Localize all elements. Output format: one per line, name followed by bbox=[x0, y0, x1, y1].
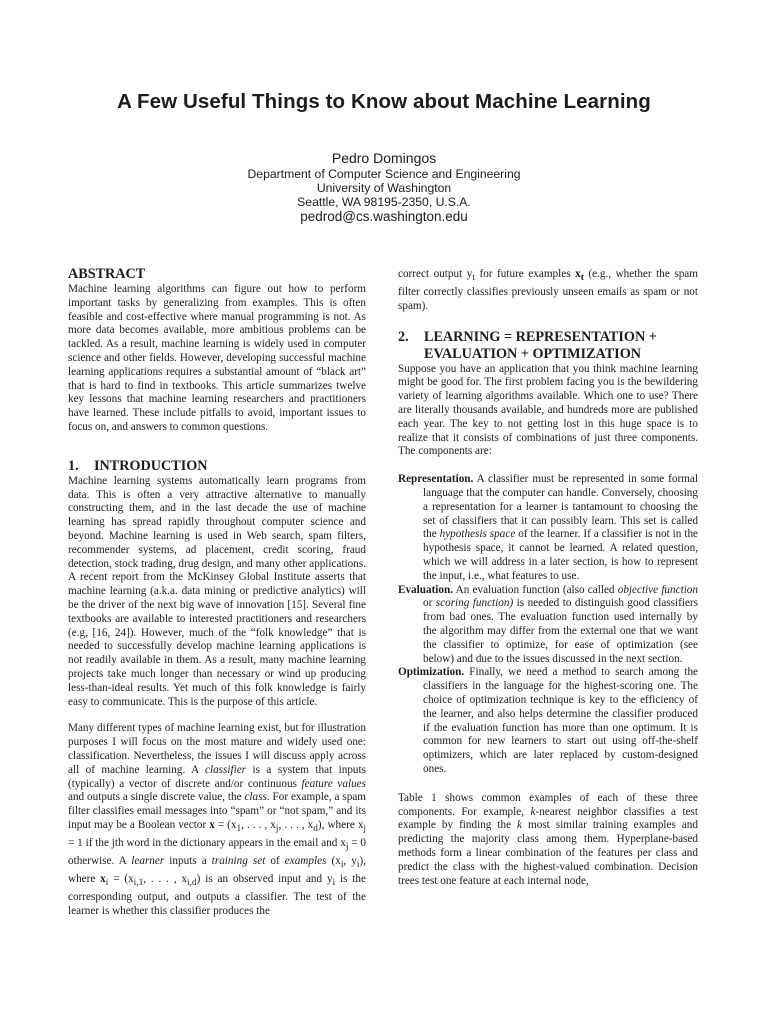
section-2-title-line-1: LEARNING = REPRESENTATION + bbox=[424, 328, 657, 345]
author-block bbox=[0, 150, 768, 225]
paper-title: A Few Useful Things to Know about Machine Learning bbox=[117, 90, 651, 113]
author-email: pedrod@cs.washington.edu bbox=[300, 209, 468, 224]
intro-paragraph-1: Machine learning systems automatically learn programs from data. This is often a very attractive alternative to manually constructing them, and in the last decade the use of machine learning has spread rapidly throughout computer science and beyond. Machine learning is used in Web search, spam filters, recommender systems, ad placement, credit scoring, fraud detection, stock trading, drug design, and many other applications. A recent report from the McKinsey Global Institute asserts that machine learning (a.k.a. data mining or predictive analytics) will be the driver of the next big wave of innovation [15]. Several fine textbooks are available to interested practitioners and researchers (e.g, [16, 24]). However, much of the “folk knowledge” that is needed to successfully develop machine learning applications is not readily available in them. As a result, many machine learning projects take much longer than necessary or wind up producing less-than-ideal results. Yet much of this folk knowledge is fairly easy to communicate. This is the purpose of this article. bbox=[68, 474, 366, 708]
section-2-heading bbox=[398, 329, 698, 363]
abstract-text: Machine learning algorithms can figure out how to perform important tasks by generalizing from examples. This is often feasible and cost-effective where manual programming is not. As more data becomes available, more ambitious problems can be tackled. As a result, machine learning is widely used in computer science and other fields. However, developing successful machine learning applications requires a substantial amount of “black art” that is hard to find in textbooks. This article summarizes twelve key lessons that machine learning researchers and practitioners have learned. These include pitfalls to avoid, important issues to focus on, and answers to common questions. bbox=[68, 283, 366, 433]
section-2-paragraph-1: Suppose you have an application that you think machine learning might be good for. The first problem facing you is the bewildering variety of learning algorithms available. Which one to use? There are literally thousands available, and hundreds more are published each year. The key to not getting lost in this huge space is to realize that it consists of combinations of just three components. The components are: bbox=[398, 362, 698, 458]
evaluation-item: Evaluation. An evaluation function (also called objective function or scoring function) is needed to distinguish good classifiers from bad ones. The evaluation function used internally by the algorithm may differ from the external one that we want the classifier to optimize, for ease of optimization (see below) and due to the issues discussed in the next section. bbox=[398, 583, 698, 665]
intro-heading bbox=[68, 458, 366, 475]
author-address: Seattle, WA 98195-2350, U.S.A. bbox=[297, 195, 471, 209]
author-department: Department of Computer Science and Engineering bbox=[247, 167, 521, 181]
right-paragraph-0: correct output $y_t$ for future examples $x_t$ (e.g., whether the spam filter correctly classifies previously unseen emails as spam or not spam). bbox=[398, 268, 698, 312]
author-university: University of Washington bbox=[316, 181, 452, 195]
evaluation-term: Evaluation. bbox=[398, 583, 454, 596]
representation-item: Representation. A classifier must be represented in some formal language that the computer can handle. Conversely, choosing a representation for a learner is tantamount to choosing the set of classifiers that it can possibly learn. This set is called the hypothesis space of the learner. If a classifier is not in the hypothesis space, it cannot be learned. A related question, which we will address in a later section, is how to represent the input, i.e., what features to use. bbox=[398, 473, 699, 582]
section-2-paragraph-2: Table 1 shows common examples of each of these three components. For example, k-nearest neighbor classifies a test example by finding the k most similar training examples and predicting the majority class among them. Hyperplane-based methods form a linear combination of the features per class and predict the class with the highest-valued combination. Decision trees test one feature at each internal node, bbox=[398, 791, 699, 887]
intro-title: INTRODUCTION bbox=[94, 457, 208, 474]
abstract-heading: ABSTRACT bbox=[68, 266, 146, 282]
left-column bbox=[68, 266, 366, 919]
author-name: Pedro Domingos bbox=[331, 150, 437, 166]
intro-number: 1. bbox=[68, 457, 79, 474]
representation-term: Representation. bbox=[398, 473, 474, 486]
optimization-item: Optimization. Finally, we need a method to search among the classifiers in the language for the highest-scoring one. The choice of optimization technique is key to the efficiency of the learner, and also helps determine the classifier produced if the evaluation function has more than one optimum. It is common for new learners to start out using off-the-shelf optimizers, which are later replaced by custom-designed ones. bbox=[398, 666, 698, 775]
optimization-term: Optimization. bbox=[398, 666, 465, 679]
intro-paragraph-2: Many different types of machine learning exist, but for illustration purposes I will focus on the most mature and widely used one: classification. Nevertheless, the issues I will discuss apply across all of machine learning. A classifier is a system that inputs (typically) a vector of discrete and/or continuous feature values and outputs a single discrete value, the class. For example, a spam filter classifies email messages into “spam” or “not spam,” and its input may be a Boolean vector $x = (x_1$, . . . , $x_j$, . . . , $x_d$), where $x_j = 1$ if the jth word in the dictionary appears in the email and $x_j = 0$ otherwise. A learner inputs a training set of examples ($x_i$, $y_i$), where $x_i = (x_{i,1}$, . . . , $x_{i,d}$) is an observed input and $y_i$ is the corresponding output, and outputs a classifier. The test of the learner is whether this classifier produces the bbox=[68, 722, 367, 917]
section-2-number: 2. bbox=[398, 328, 409, 345]
section-2-title-line-2: EVALUATION + OPTIMIZATION bbox=[424, 345, 641, 362]
right-column bbox=[398, 268, 698, 888]
